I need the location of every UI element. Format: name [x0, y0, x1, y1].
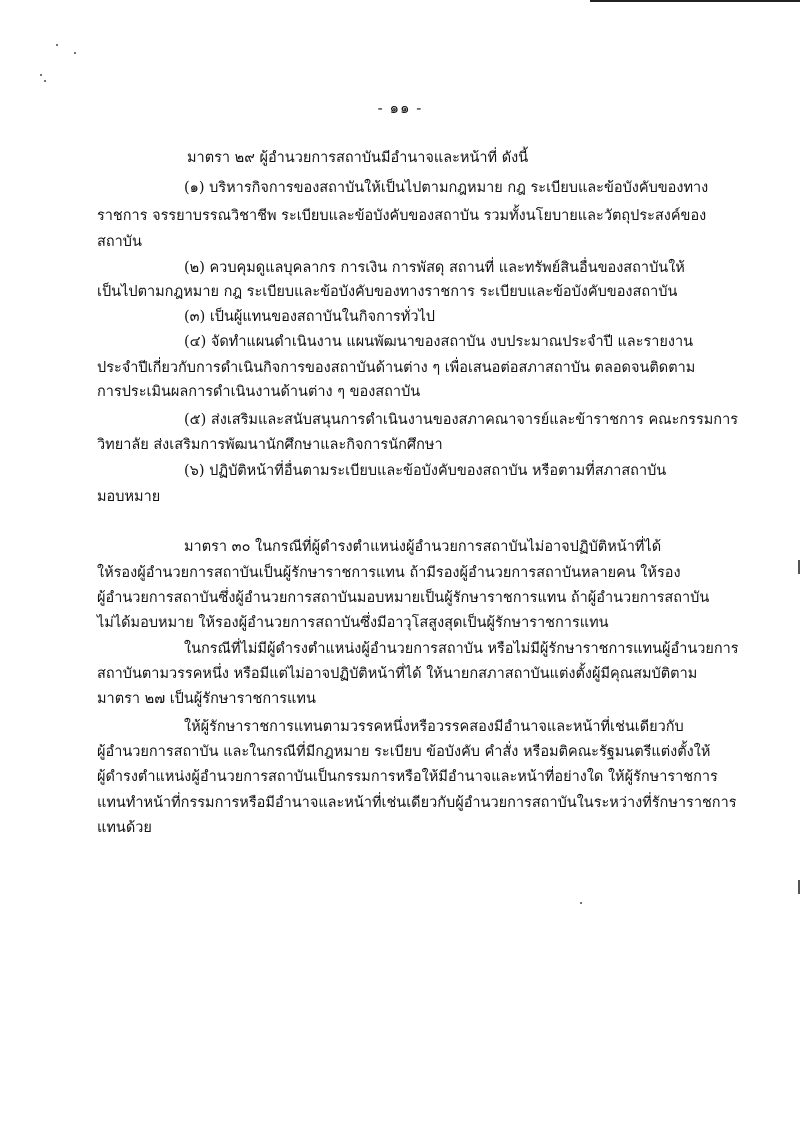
- section-29-line: (๔) จัดทำแผนดำเนินงาน แผนพัฒนาของสถาบัน งบประมาณประจำปี และรายงาน: [184, 334, 694, 350]
- section-30-line: แทนด้วย: [97, 820, 152, 836]
- section-30-line: ผู้อำนวยการสถาบันซึ่งผู้อำนวยการสถาบันมอบหมายเป็นผู้รักษาราชการแทน ถ้าผู้อำนวยการสถาบัน: [97, 590, 710, 606]
- section-30-line: ไม่ได้มอบหมาย ให้รองผู้อำนวยการสถาบันซึ่งมีอาวุโสสูงสุดเป็นผู้รักษาราชการแทน: [97, 615, 609, 631]
- section-29-line: (๓) เป็นผู้แทนของสถาบันในกิจการทั่วไป: [184, 309, 435, 325]
- section-30-line: แทนทำหน้าที่กรรมการหรือมีอำนาจและหน้าที่เช่นเดียวกับผู้อำนวยการสถาบันในระหว่างที่รักษาราชการ: [97, 795, 737, 811]
- scan-speck: [74, 52, 76, 54]
- section-30-line: ในกรณีที่ไม่มีผู้ดำรงตำแหน่งผู้อำนวยการสถาบัน หรือไม่มีผู้รักษาราชการแทนผู้อำนวยการ: [184, 641, 739, 657]
- section-30-line: ให้ผู้รักษาราชการแทนตามวรรคหนึ่งหรือวรรคสองมีอำนาจและหน้าที่เช่นเดียวกับ: [184, 719, 684, 735]
- section-30-line: ให้รองผู้อำนวยการสถาบันเป็นผู้รักษาราชการแทน ถ้ามีรองผู้อำนวยการสถาบันหลายคน ให้รอง: [97, 565, 681, 581]
- section-30-line: ผู้อำนวยการสถาบัน และในกรณีที่มีกฎหมาย ระเบียบ ข้อบังคับ คำสั่ง หรือมติคณะรัฐมนตรีแต่งตั้งให้: [97, 744, 711, 760]
- section-29-line: เป็นไปตามกฎหมาย กฎ ระเบียบและข้อบังคับของทางราชการ ระเบียบและข้อบังคับของสถาบัน: [97, 284, 678, 300]
- section-29-line: (๕) ส่งเสริมและสนับสนุนการดำเนินงานของสภาคณาจารย์และข้าราชการ คณะกรรมการ: [184, 412, 739, 428]
- section-29-line: ประจำปีเกี่ยวกับการดำเนินกิจการของสถาบันด้านต่าง ๆ เพื่อเสนอต่อสภาสถาบัน ตลอดจนติดตาม: [97, 360, 696, 376]
- section-29-line: ราชการ จรรยาบรรณวิชาชีพ ระเบียบและข้อบังคับของสถาบัน รวมทั้งนโยบายและวัตถุประสงค์ของ: [97, 208, 707, 224]
- top-scan-border: [590, 0, 800, 2]
- section-29-line: สถาบัน: [97, 234, 142, 250]
- section-29-line: (๖) ปฏิบัติหน้าที่อื่นตามระเบียบและข้อบังคับของสถาบัน หรือตามที่สภาสถาบัน: [184, 463, 667, 479]
- section-30-line: มาตรา ๒๗ เป็นผู้รักษาราชการแทน: [97, 691, 316, 707]
- section-29-line: (๑) บริหารกิจการของสถาบันให้เป็นไปตามกฎหมาย กฎ ระเบียบและข้อบังคับของทาง: [184, 180, 709, 196]
- section-29-line: (๒) ควบคุมดูแลบุคลากร การเงิน การพัสดุ สถานที่ และทรัพย์สินอื่นของสถาบันให้: [184, 260, 685, 276]
- section-30-line: มาตรา ๓๐ ในกรณีที่ผู้ดำรงตำแหน่งผู้อำนวยการสถาบันไม่อาจปฏิบัติหน้าที่ได้: [184, 539, 662, 555]
- section-30-line: ผู้ดำรงตำแหน่งผู้อำนวยการสถาบันเป็นกรรมการหรือให้มีอำนาจและหน้าที่อย่างใด ให้ผู้รักษาราชการ: [97, 769, 718, 785]
- section-30-line: สถาบันตามวรรคหนึ่ง หรือมีแต่ไม่อาจปฏิบัติหน้าที่ได้ ให้นายกสภาสถาบันแต่งตั้งผู้มีคุณสมบัติตาม: [97, 666, 698, 682]
- section-29-line: การประเมินผลการดำเนินงานด้านต่าง ๆ ของสถาบัน: [97, 384, 421, 400]
- scan-speck: [44, 80, 46, 82]
- scan-speck: [56, 44, 58, 46]
- scan-speck: [580, 902, 582, 904]
- section-29-line: วิทยาลัย ส่งเสริมการพัฒนานักศึกษาและกิจการนักศึกษา: [97, 437, 443, 453]
- scan-speck: [40, 74, 42, 76]
- section-29-line: มอบหมาย: [97, 489, 161, 505]
- section-29-heading: มาตรา ๒๙ ผู้อำนวยการสถาบันมีอำนาจและหน้าที่ ดังนี้: [187, 150, 529, 166]
- page-number: - ๑๑ -: [377, 99, 423, 117]
